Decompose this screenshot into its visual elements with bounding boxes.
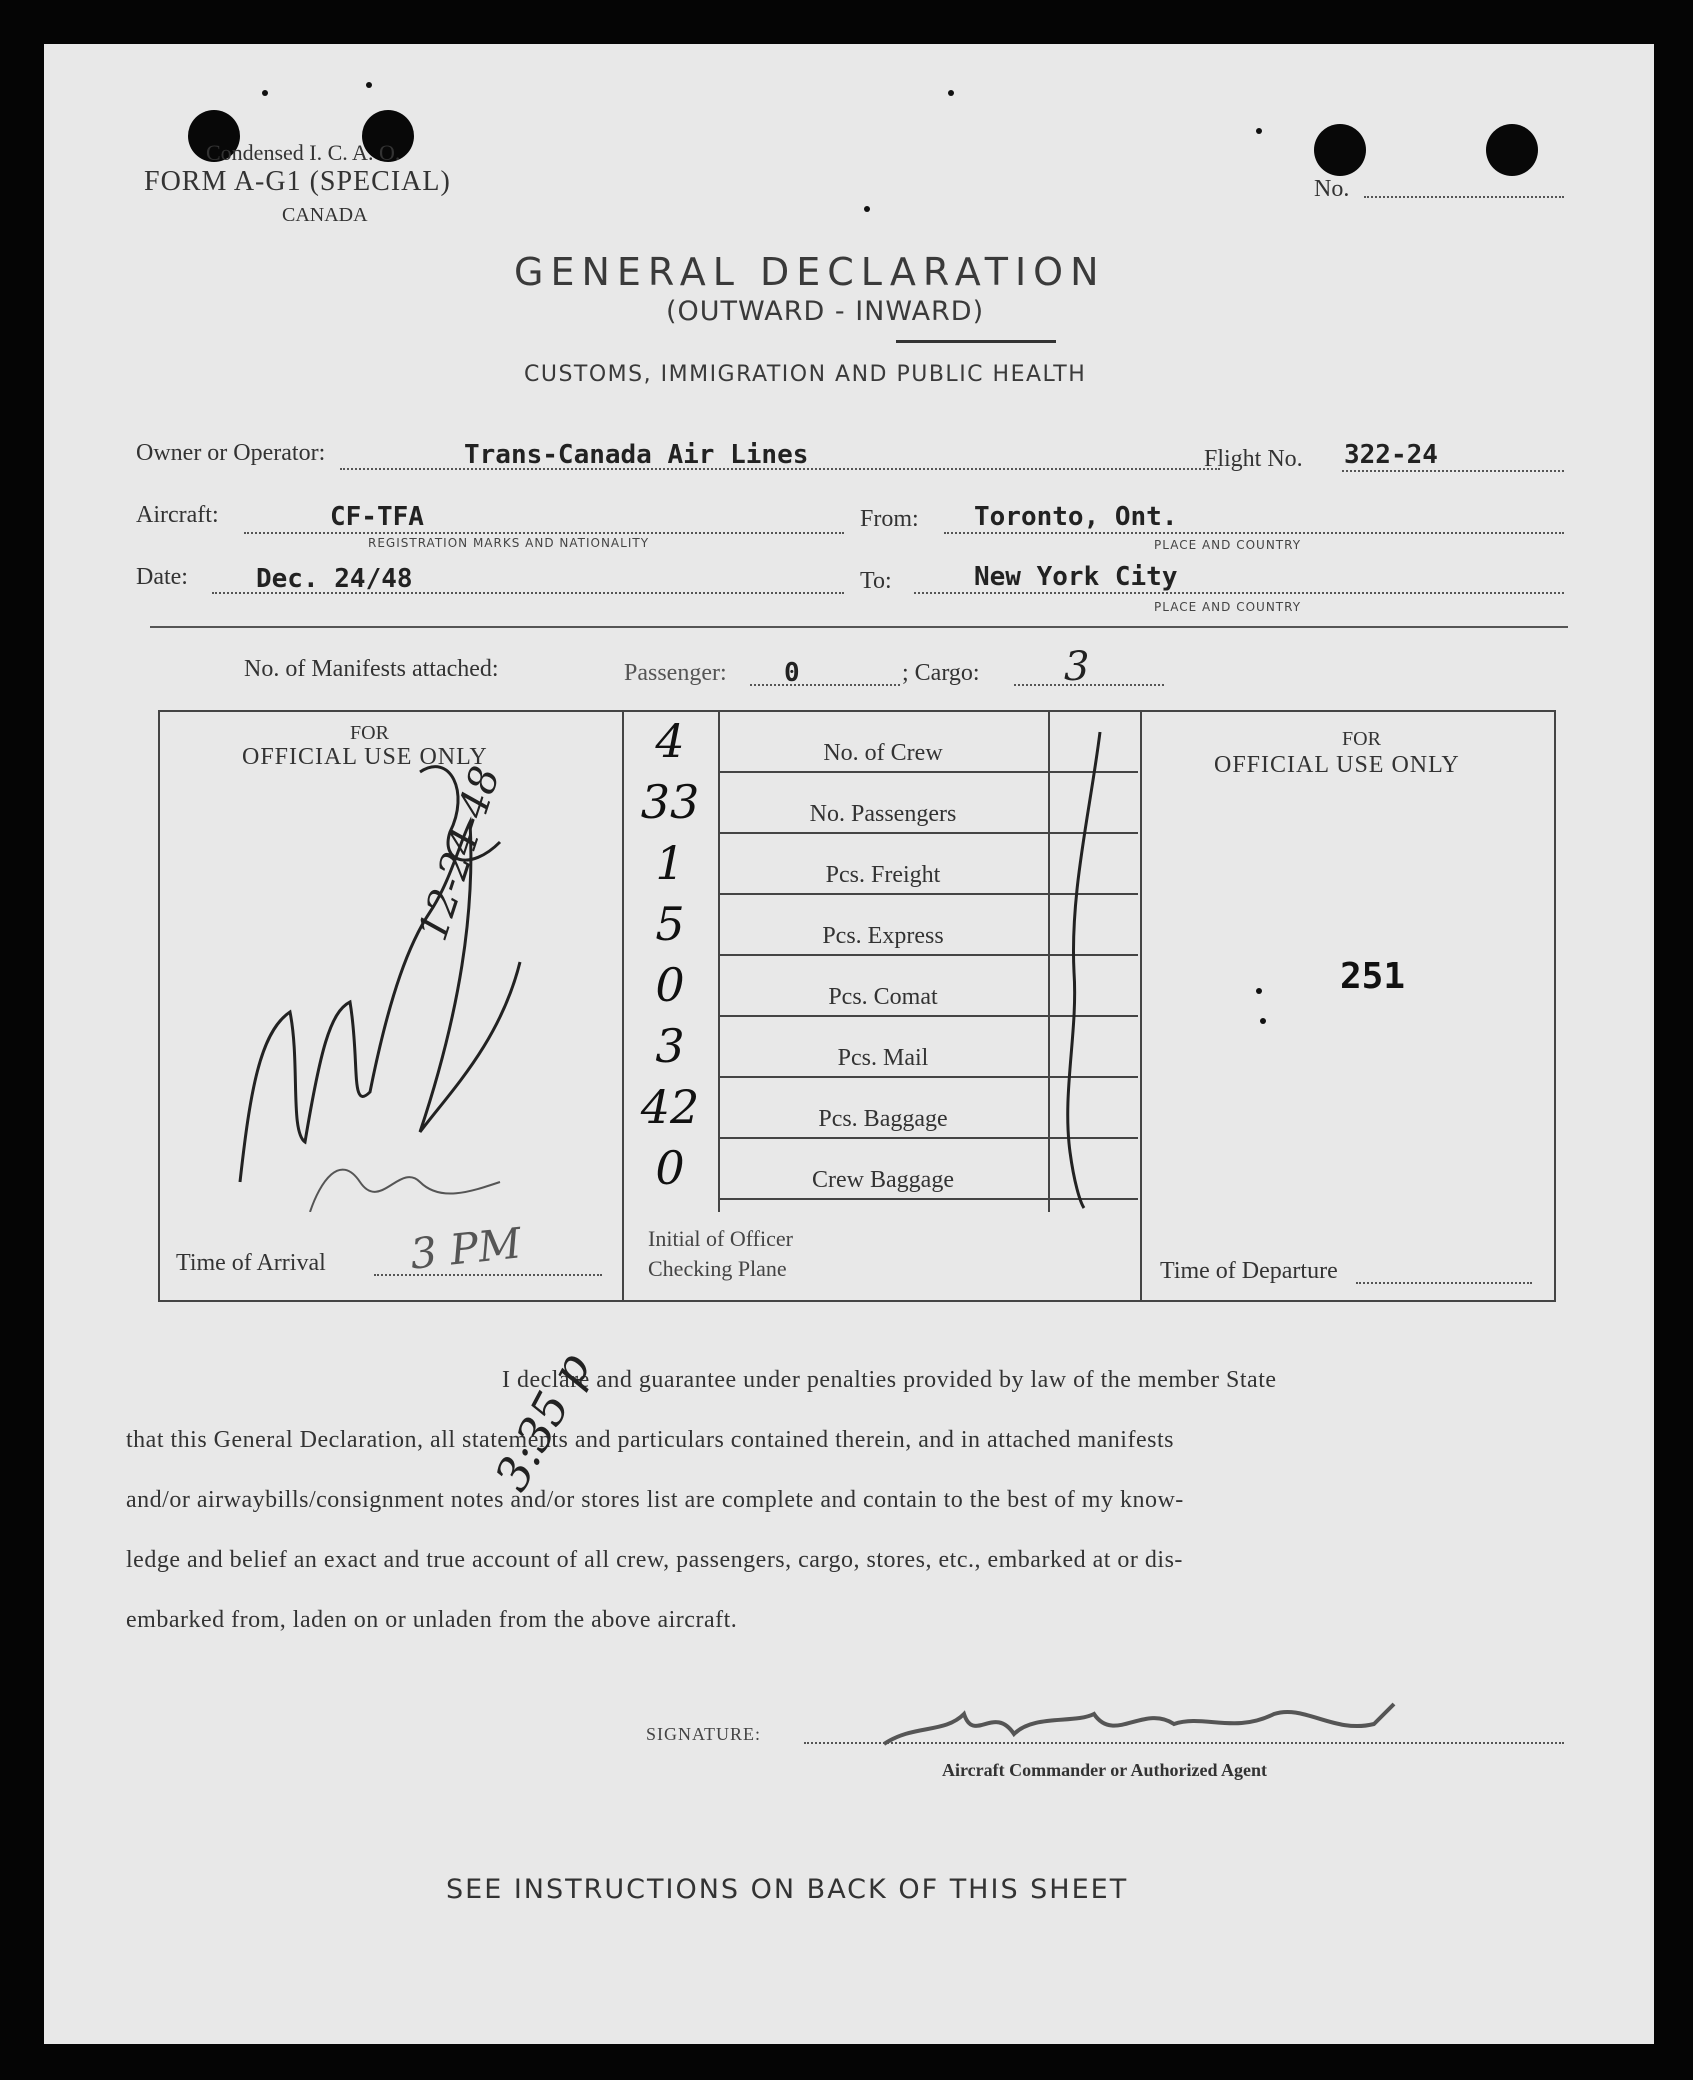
date-label: Date: [136, 564, 188, 590]
stamp-number: 251 [1340, 956, 1406, 997]
count-label: No. Passengers [809, 801, 957, 827]
handwritten-margin-note: 3:35 p [484, 1343, 601, 1500]
flight-label: Flight No. [1204, 446, 1303, 472]
passenger-manifest-line [750, 684, 900, 686]
count-label: Pcs. Comat [828, 984, 938, 1010]
to-value: New York City [974, 562, 1178, 592]
to-caption: PLACE AND COUNTRY [1154, 600, 1302, 614]
signature-caption: Aircraft Commander or Authorized Agent [942, 1760, 1267, 1780]
aircraft-line [244, 532, 844, 534]
time-of-arrival-label: Time of Arrival [176, 1250, 326, 1276]
cargo-manifest-label: ; Cargo: [902, 660, 980, 686]
flight-value: 322-24 [1344, 440, 1438, 470]
from-value: Toronto, Ont. [974, 502, 1178, 532]
to-label: To: [860, 568, 892, 594]
document-no-label: No. [1314, 176, 1350, 202]
count-label: Pcs. Mail [837, 1045, 929, 1071]
count-label: Pcs. Baggage [818, 1106, 948, 1132]
official-use-table [158, 710, 1556, 1302]
handwritten-commander-signature [874, 1694, 1434, 1764]
right-official-for: FOR [1342, 728, 1381, 750]
form-number: FORM A-G1 (SPECIAL) [144, 166, 451, 197]
passenger-manifest-value: 0 [784, 658, 800, 688]
speck [948, 90, 954, 96]
aircraft-label: Aircraft: [136, 502, 219, 528]
from-label: From: [860, 506, 919, 532]
passenger-manifest-label: Passenger: [624, 660, 727, 686]
declaration-line-2: that this General Declaration, all statements and particulars contained therein, and in attached manifests [126, 1427, 1174, 1453]
declaration-line-3: and/or airwaybills/consignment notes and/or stores list are complete and contain to the best of my know- [126, 1487, 1184, 1513]
checking-plane-label: Checking Plane [648, 1256, 787, 1281]
declaration-line-4: ledge and belief an exact and true account of all crew, passengers, cargo, stores, etc., embarked at or dis- [126, 1547, 1183, 1573]
time-of-departure-label: Time of Departure [1160, 1258, 1338, 1284]
cargo-manifest-value: 3 [1064, 644, 1090, 690]
aircraft-caption: REGISTRATION MARKS AND NATIONALITY [368, 536, 650, 550]
time-of-departure-line [1356, 1282, 1532, 1284]
header-divider [150, 626, 1568, 628]
time-of-arrival-line [374, 1274, 602, 1276]
manifests-label: No. of Manifests attached: [244, 656, 499, 682]
form-condensed-line: Condensed I. C. A. O. [206, 140, 401, 165]
punch-hole-4 [1486, 124, 1538, 176]
form-country: CANADA [282, 204, 368, 226]
owner-label: Owner or Operator: [136, 440, 326, 466]
document-subtitle: (OUTWARD - INWARD) [666, 296, 985, 327]
from-line [944, 532, 1564, 534]
speck [1256, 128, 1262, 134]
speck [1260, 1018, 1266, 1024]
document-sheet [44, 44, 1654, 2044]
owner-value: Trans-Canada Air Lines [464, 440, 809, 470]
initial-of-officer-label: Initial of Officer [648, 1226, 793, 1251]
count-value: 33 [640, 775, 700, 829]
declaration-line-5: embarked from, laden on or unladen from the above aircraft. [126, 1607, 738, 1633]
count-value: 1 [655, 836, 685, 890]
handwritten-date-note: 12-24-48 [410, 761, 510, 947]
signature-label: SIGNATURE: [646, 1724, 762, 1744]
document-title: GENERAL DECLARATION [514, 250, 1106, 294]
count-value: 42 [640, 1080, 700, 1134]
left-official-heading: OFFICIAL USE ONLY [242, 744, 488, 770]
speck [1256, 988, 1262, 994]
declaration-text [126, 1350, 1558, 1650]
count-value: 0 [655, 1141, 685, 1195]
count-label: Pcs. Freight [825, 862, 941, 888]
to-line [914, 592, 1564, 594]
instructions-footer: SEE INSTRUCTIONS ON BACK OF THIS SHEET [446, 1874, 1129, 1905]
count-label: No. of Crew [823, 740, 943, 766]
document-subject: CUSTOMS, IMMIGRATION AND PUBLIC HEALTH [524, 362, 1087, 387]
aircraft-prefix-value: CF-TFA [330, 502, 424, 532]
count-value: 4 [655, 714, 685, 768]
time-of-arrival-value: 3 PM [407, 1218, 524, 1279]
declaration-line-1: I declare and guarantee under penalties provided by law of the member State [502, 1367, 1277, 1393]
inward-underline [896, 340, 1056, 343]
count-label: Crew Baggage [812, 1167, 954, 1193]
check-mark-stroke [1050, 712, 1140, 1212]
handwritten-officer-signature [220, 712, 580, 1212]
count-label: Pcs. Express [822, 923, 944, 949]
speck [864, 206, 870, 212]
document-no-field [1364, 196, 1564, 198]
left-official-for: FOR [350, 722, 389, 744]
speck [366, 82, 372, 88]
count-value: 5 [655, 897, 685, 951]
punch-hole-3 [1314, 124, 1366, 176]
from-caption: PLACE AND COUNTRY [1154, 538, 1302, 552]
flight-line [1342, 470, 1564, 472]
count-value: 0 [655, 958, 685, 1012]
speck [262, 90, 268, 96]
date-value: Dec. 24/48 [256, 564, 413, 594]
right-official-heading: OFFICIAL USE ONLY [1214, 752, 1460, 778]
right-panel-border [1140, 712, 1142, 1300]
count-value: 3 [655, 1019, 685, 1073]
